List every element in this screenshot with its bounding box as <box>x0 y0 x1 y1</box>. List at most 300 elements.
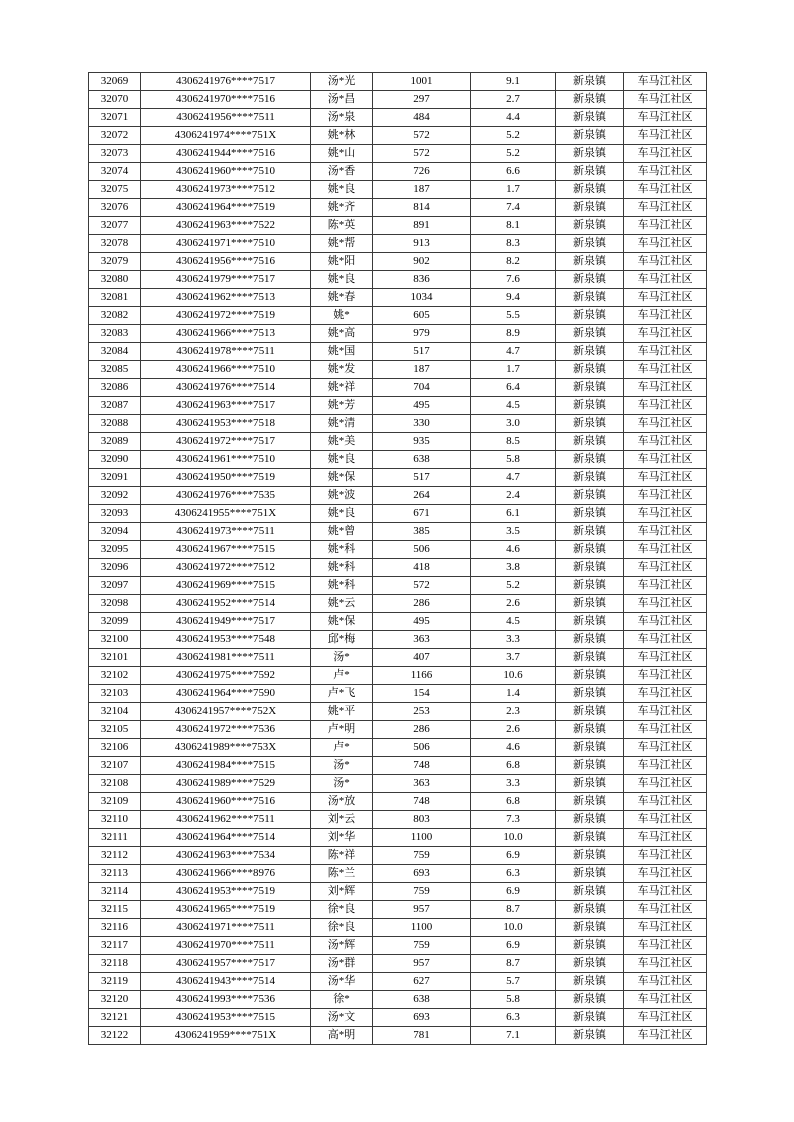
table-row <box>89 721 707 739</box>
table-cell-amount: 572 <box>373 145 471 163</box>
table-cell-name: 汤*光 <box>311 73 373 91</box>
table-cell-town: 新泉镇 <box>556 901 624 919</box>
table-cell-community: 车马江社区 <box>624 901 707 919</box>
table-row <box>89 613 707 631</box>
table-cell-amount: 1100 <box>373 829 471 847</box>
table-cell-rate: 8.1 <box>471 217 556 235</box>
table-cell-index: 32110 <box>89 811 141 829</box>
table-cell-rate: 8.3 <box>471 235 556 253</box>
table-cell-index: 32086 <box>89 379 141 397</box>
table-row <box>89 307 707 325</box>
table-cell-rate: 9.1 <box>471 73 556 91</box>
table-cell-name: 姚*祥 <box>311 379 373 397</box>
table-cell-name: 汤*辉 <box>311 937 373 955</box>
table-row <box>89 649 707 667</box>
table-cell-rate: 1.4 <box>471 685 556 703</box>
table-cell-name: 汤*文 <box>311 1009 373 1027</box>
table-cell-name: 汤* <box>311 775 373 793</box>
table-cell-town: 新泉镇 <box>556 991 624 1009</box>
table-row <box>89 541 707 559</box>
table-cell-index: 32073 <box>89 145 141 163</box>
table-cell-index: 32085 <box>89 361 141 379</box>
table-cell-name: 陈*兰 <box>311 865 373 883</box>
table-cell-id_number: 4306241974****751X <box>141 127 311 145</box>
table-cell-index: 32104 <box>89 703 141 721</box>
table-cell-town: 新泉镇 <box>556 685 624 703</box>
table-cell-community: 车马江社区 <box>624 1009 707 1027</box>
table-cell-id_number: 4306241966****7510 <box>141 361 311 379</box>
table-cell-community: 车马江社区 <box>624 361 707 379</box>
table-row <box>89 757 707 775</box>
table-cell-rate: 4.7 <box>471 469 556 487</box>
table-cell-amount: 693 <box>373 865 471 883</box>
table-cell-name: 姚*阳 <box>311 253 373 271</box>
table-cell-name: 汤*香 <box>311 163 373 181</box>
table-cell-amount: 913 <box>373 235 471 253</box>
table-cell-amount: 363 <box>373 775 471 793</box>
table-cell-index: 32099 <box>89 613 141 631</box>
table-cell-id_number: 4306241966****7513 <box>141 325 311 343</box>
table-cell-amount: 759 <box>373 937 471 955</box>
table-cell-rate: 10.0 <box>471 829 556 847</box>
table-cell-name: 刘*云 <box>311 811 373 829</box>
table-cell-town: 新泉镇 <box>556 307 624 325</box>
table-cell-name: 姚*科 <box>311 541 373 559</box>
table-cell-town: 新泉镇 <box>556 487 624 505</box>
table-cell-id_number: 4306241950****7519 <box>141 469 311 487</box>
table-cell-index: 32115 <box>89 901 141 919</box>
table-cell-name: 姚*帮 <box>311 235 373 253</box>
table-cell-name: 姚*良 <box>311 181 373 199</box>
table-row <box>89 955 707 973</box>
table-cell-rate: 4.4 <box>471 109 556 127</box>
table-cell-community: 车马江社区 <box>624 505 707 523</box>
table-cell-id_number: 4306241963****7534 <box>141 847 311 865</box>
table-cell-id_number: 4306241964****7514 <box>141 829 311 847</box>
table-cell-community: 车马江社区 <box>624 415 707 433</box>
table-cell-id_number: 4306241953****7548 <box>141 631 311 649</box>
table-cell-town: 新泉镇 <box>556 415 624 433</box>
table-cell-town: 新泉镇 <box>556 73 624 91</box>
table-cell-name: 徐*良 <box>311 919 373 937</box>
table-cell-name: 姚*云 <box>311 595 373 613</box>
table-cell-name: 汤*昌 <box>311 91 373 109</box>
table-cell-town: 新泉镇 <box>556 433 624 451</box>
table-row <box>89 775 707 793</box>
table-cell-rate: 6.9 <box>471 883 556 901</box>
table-cell-rate: 4.5 <box>471 397 556 415</box>
table-cell-index: 32105 <box>89 721 141 739</box>
table-cell-rate: 2.4 <box>471 487 556 505</box>
table-cell-community: 车马江社区 <box>624 919 707 937</box>
table-cell-rate: 6.4 <box>471 379 556 397</box>
table-cell-rate: 8.2 <box>471 253 556 271</box>
table-cell-town: 新泉镇 <box>556 631 624 649</box>
table-row <box>89 865 707 883</box>
table-cell-rate: 1.7 <box>471 361 556 379</box>
table-cell-id_number: 4306241993****7536 <box>141 991 311 1009</box>
table-cell-amount: 484 <box>373 109 471 127</box>
table-cell-town: 新泉镇 <box>556 739 624 757</box>
table-cell-name: 卢* <box>311 739 373 757</box>
table-cell-name: 刘*华 <box>311 829 373 847</box>
table-cell-amount: 154 <box>373 685 471 703</box>
table-cell-community: 车马江社区 <box>624 955 707 973</box>
table-cell-community: 车马江社区 <box>624 235 707 253</box>
table-cell-rate: 10.0 <box>471 919 556 937</box>
table-row <box>89 181 707 199</box>
table-cell-community: 车马江社区 <box>624 739 707 757</box>
table-cell-community: 车马江社区 <box>624 883 707 901</box>
table-cell-rate: 4.7 <box>471 343 556 361</box>
table-cell-rate: 3.7 <box>471 649 556 667</box>
table-row <box>89 919 707 937</box>
table-cell-town: 新泉镇 <box>556 541 624 559</box>
table-row <box>89 127 707 145</box>
table-cell-rate: 4.5 <box>471 613 556 631</box>
table-row <box>89 739 707 757</box>
table-cell-community: 车马江社区 <box>624 109 707 127</box>
table-cell-amount: 902 <box>373 253 471 271</box>
table-cell-id_number: 4306241979****7517 <box>141 271 311 289</box>
table-cell-index: 32100 <box>89 631 141 649</box>
table-cell-community: 车马江社区 <box>624 757 707 775</box>
table-cell-amount: 572 <box>373 127 471 145</box>
table-cell-community: 车马江社区 <box>624 487 707 505</box>
table-cell-amount: 363 <box>373 631 471 649</box>
table-cell-index: 32106 <box>89 739 141 757</box>
table-cell-community: 车马江社区 <box>624 451 707 469</box>
table-cell-rate: 10.6 <box>471 667 556 685</box>
table-cell-index: 32075 <box>89 181 141 199</box>
table-cell-index: 32088 <box>89 415 141 433</box>
table-cell-name: 姚*高 <box>311 325 373 343</box>
table-cell-name: 姚*平 <box>311 703 373 721</box>
table-cell-rate: 8.9 <box>471 325 556 343</box>
table-cell-rate: 5.8 <box>471 991 556 1009</box>
table-row <box>89 145 707 163</box>
table-row <box>89 667 707 685</box>
table-cell-rate: 6.8 <box>471 757 556 775</box>
table-row <box>89 577 707 595</box>
table-cell-community: 车马江社区 <box>624 73 707 91</box>
table-cell-id_number: 4306241957****7517 <box>141 955 311 973</box>
table-cell-index: 32103 <box>89 685 141 703</box>
table-cell-id_number: 4306241952****7514 <box>141 595 311 613</box>
table-cell-name: 汤*泉 <box>311 109 373 127</box>
table-cell-index: 32093 <box>89 505 141 523</box>
table-row <box>89 685 707 703</box>
table-cell-name: 汤* <box>311 757 373 775</box>
table-cell-town: 新泉镇 <box>556 847 624 865</box>
table-row <box>89 1009 707 1027</box>
table-cell-community: 车马江社区 <box>624 613 707 631</box>
table-row <box>89 361 707 379</box>
table-row <box>89 847 707 865</box>
table-cell-id_number: 4306241956****7516 <box>141 253 311 271</box>
table-row <box>89 235 707 253</box>
table-cell-amount: 286 <box>373 721 471 739</box>
table-cell-community: 车马江社区 <box>624 631 707 649</box>
table-row <box>89 415 707 433</box>
table-cell-name: 姚*良 <box>311 451 373 469</box>
table-cell-town: 新泉镇 <box>556 811 624 829</box>
table-cell-amount: 704 <box>373 379 471 397</box>
table-cell-amount: 297 <box>373 91 471 109</box>
table-cell-id_number: 4306241965****7519 <box>141 901 311 919</box>
table-cell-id_number: 4306241960****7510 <box>141 163 311 181</box>
table-cell-rate: 9.4 <box>471 289 556 307</box>
table-cell-id_number: 4306241989****7529 <box>141 775 311 793</box>
table-cell-name: 姚*林 <box>311 127 373 145</box>
table-cell-amount: 803 <box>373 811 471 829</box>
table-cell-rate: 2.7 <box>471 91 556 109</box>
table-cell-id_number: 4306241973****7512 <box>141 181 311 199</box>
table-cell-rate: 3.3 <box>471 775 556 793</box>
table-row <box>89 253 707 271</box>
table-cell-name: 姚*科 <box>311 577 373 595</box>
table-cell-id_number: 4306241964****7519 <box>141 199 311 217</box>
table-cell-id_number: 4306241972****7536 <box>141 721 311 739</box>
table-cell-name: 卢*飞 <box>311 685 373 703</box>
table-cell-amount: 517 <box>373 469 471 487</box>
table-body <box>89 73 707 1045</box>
table-cell-community: 车马江社区 <box>624 667 707 685</box>
table-row <box>89 271 707 289</box>
table-cell-index: 32096 <box>89 559 141 577</box>
table-cell-name: 姚*科 <box>311 559 373 577</box>
table-cell-name: 汤* <box>311 649 373 667</box>
table-cell-town: 新泉镇 <box>556 235 624 253</box>
table-row <box>89 883 707 901</box>
table-cell-town: 新泉镇 <box>556 955 624 973</box>
table-cell-town: 新泉镇 <box>556 667 624 685</box>
table-cell-index: 32097 <box>89 577 141 595</box>
table-cell-community: 车马江社区 <box>624 829 707 847</box>
table-cell-town: 新泉镇 <box>556 883 624 901</box>
table-row <box>89 523 707 541</box>
table-cell-rate: 5.2 <box>471 577 556 595</box>
table-cell-index: 32074 <box>89 163 141 181</box>
table-row <box>89 433 707 451</box>
table-cell-town: 新泉镇 <box>556 289 624 307</box>
table-cell-community: 车马江社区 <box>624 307 707 325</box>
table-cell-id_number: 4306241971****7511 <box>141 919 311 937</box>
table-cell-rate: 6.6 <box>471 163 556 181</box>
table-cell-amount: 979 <box>373 325 471 343</box>
table-cell-amount: 330 <box>373 415 471 433</box>
table-cell-town: 新泉镇 <box>556 505 624 523</box>
table-cell-id_number: 4306241953****7519 <box>141 883 311 901</box>
table-cell-index: 32111 <box>89 829 141 847</box>
table-cell-community: 车马江社区 <box>624 343 707 361</box>
table-row <box>89 217 707 235</box>
table-cell-town: 新泉镇 <box>556 595 624 613</box>
table-cell-id_number: 4306241962****7511 <box>141 811 311 829</box>
table-row <box>89 703 707 721</box>
table-cell-name: 姚*齐 <box>311 199 373 217</box>
table-cell-index: 32082 <box>89 307 141 325</box>
table-cell-index: 32109 <box>89 793 141 811</box>
table-cell-index: 32114 <box>89 883 141 901</box>
table-cell-community: 车马江社区 <box>624 865 707 883</box>
table-cell-index: 32120 <box>89 991 141 1009</box>
table-cell-town: 新泉镇 <box>556 829 624 847</box>
table-cell-town: 新泉镇 <box>556 757 624 775</box>
table-cell-town: 新泉镇 <box>556 937 624 955</box>
table-cell-rate: 8.7 <box>471 901 556 919</box>
table-cell-rate: 7.4 <box>471 199 556 217</box>
table-cell-town: 新泉镇 <box>556 865 624 883</box>
table-cell-rate: 6.3 <box>471 865 556 883</box>
table-cell-community: 车马江社区 <box>624 469 707 487</box>
table-row <box>89 829 707 847</box>
table-cell-amount: 759 <box>373 883 471 901</box>
table-row <box>89 1027 707 1045</box>
table-cell-id_number: 4306241949****7517 <box>141 613 311 631</box>
table-cell-community: 车马江社区 <box>624 793 707 811</box>
table-cell-index: 32078 <box>89 235 141 253</box>
table-cell-id_number: 4306241961****7510 <box>141 451 311 469</box>
table-cell-index: 32084 <box>89 343 141 361</box>
table-cell-town: 新泉镇 <box>556 649 624 667</box>
table-cell-id_number: 4306241953****7518 <box>141 415 311 433</box>
table-cell-index: 32122 <box>89 1027 141 1045</box>
table-cell-rate: 2.6 <box>471 721 556 739</box>
table-cell-index: 32101 <box>89 649 141 667</box>
table-cell-amount: 385 <box>373 523 471 541</box>
table-cell-community: 车马江社区 <box>624 649 707 667</box>
table-cell-name: 姚*美 <box>311 433 373 451</box>
table-cell-index: 32071 <box>89 109 141 127</box>
table-cell-town: 新泉镇 <box>556 253 624 271</box>
table-cell-id_number: 4306241970****7511 <box>141 937 311 955</box>
table-cell-amount: 1166 <box>373 667 471 685</box>
table-cell-community: 车马江社区 <box>624 541 707 559</box>
table-cell-index: 32116 <box>89 919 141 937</box>
table-cell-amount: 1100 <box>373 919 471 937</box>
table-cell-index: 32090 <box>89 451 141 469</box>
table-cell-rate: 7.6 <box>471 271 556 289</box>
table-cell-town: 新泉镇 <box>556 199 624 217</box>
table-cell-amount: 1001 <box>373 73 471 91</box>
table-row <box>89 487 707 505</box>
table-cell-index: 32107 <box>89 757 141 775</box>
table-cell-index: 32098 <box>89 595 141 613</box>
table-cell-town: 新泉镇 <box>556 163 624 181</box>
table-cell-amount: 264 <box>373 487 471 505</box>
table-cell-town: 新泉镇 <box>556 523 624 541</box>
table-cell-id_number: 4306241963****7517 <box>141 397 311 415</box>
table-cell-id_number: 4306241970****7516 <box>141 91 311 109</box>
table-cell-town: 新泉镇 <box>556 181 624 199</box>
table-cell-id_number: 4306241976****7514 <box>141 379 311 397</box>
table-cell-amount: 506 <box>373 739 471 757</box>
table-cell-id_number: 4306241960****7516 <box>141 793 311 811</box>
table-row <box>89 991 707 1009</box>
table-cell-amount: 759 <box>373 847 471 865</box>
table-cell-community: 车马江社区 <box>624 703 707 721</box>
table-cell-community: 车马江社区 <box>624 163 707 181</box>
table-cell-community: 车马江社区 <box>624 1027 707 1045</box>
table-cell-amount: 638 <box>373 451 471 469</box>
table-cell-town: 新泉镇 <box>556 361 624 379</box>
table-cell-community: 车马江社区 <box>624 847 707 865</box>
table-cell-name: 卢*明 <box>311 721 373 739</box>
table-cell-index: 32079 <box>89 253 141 271</box>
table-cell-community: 车马江社区 <box>624 91 707 109</box>
table-cell-index: 32121 <box>89 1009 141 1027</box>
table-row <box>89 91 707 109</box>
table-cell-name: 姚*山 <box>311 145 373 163</box>
table-row <box>89 811 707 829</box>
table-cell-index: 32118 <box>89 955 141 973</box>
table-cell-name: 姚*良 <box>311 505 373 523</box>
table-cell-town: 新泉镇 <box>556 145 624 163</box>
table-cell-town: 新泉镇 <box>556 613 624 631</box>
table-cell-id_number: 4306241989****753X <box>141 739 311 757</box>
table-cell-index: 32119 <box>89 973 141 991</box>
table-cell-amount: 1034 <box>373 289 471 307</box>
table-cell-name: 姚*国 <box>311 343 373 361</box>
table-cell-id_number: 4306241957****752X <box>141 703 311 721</box>
table-cell-community: 车马江社区 <box>624 811 707 829</box>
table-cell-town: 新泉镇 <box>556 469 624 487</box>
table-cell-id_number: 4306241963****7522 <box>141 217 311 235</box>
table-cell-rate: 4.6 <box>471 739 556 757</box>
table-row <box>89 469 707 487</box>
table-cell-name: 姚*良 <box>311 271 373 289</box>
table-cell-id_number: 4306241955****751X <box>141 505 311 523</box>
table-cell-town: 新泉镇 <box>556 325 624 343</box>
table-cell-rate: 2.3 <box>471 703 556 721</box>
table-cell-amount: 495 <box>373 613 471 631</box>
table-cell-index: 32102 <box>89 667 141 685</box>
table-cell-index: 32112 <box>89 847 141 865</box>
table-cell-amount: 627 <box>373 973 471 991</box>
table-cell-index: 32108 <box>89 775 141 793</box>
table-cell-name: 姚*波 <box>311 487 373 505</box>
table-cell-rate: 5.2 <box>471 145 556 163</box>
table-cell-name: 陈*祥 <box>311 847 373 865</box>
beneficiary-table <box>88 72 707 1045</box>
table-cell-rate: 3.5 <box>471 523 556 541</box>
table-cell-amount: 748 <box>373 757 471 775</box>
table-cell-name: 姚*保 <box>311 613 373 631</box>
table-cell-amount: 693 <box>373 1009 471 1027</box>
table-cell-rate: 5.8 <box>471 451 556 469</box>
table-cell-amount: 781 <box>373 1027 471 1045</box>
table-cell-index: 32113 <box>89 865 141 883</box>
table-cell-amount: 814 <box>373 199 471 217</box>
table-cell-town: 新泉镇 <box>556 919 624 937</box>
table-cell-town: 新泉镇 <box>556 703 624 721</box>
table-cell-town: 新泉镇 <box>556 397 624 415</box>
table-cell-id_number: 4306241981****7511 <box>141 649 311 667</box>
table-cell-community: 车马江社区 <box>624 181 707 199</box>
table-cell-name: 徐*良 <box>311 901 373 919</box>
table-cell-index: 32076 <box>89 199 141 217</box>
table-cell-amount: 572 <box>373 577 471 595</box>
table-cell-town: 新泉镇 <box>556 109 624 127</box>
table-cell-amount: 286 <box>373 595 471 613</box>
table-cell-name: 姚*芳 <box>311 397 373 415</box>
table-row <box>89 343 707 361</box>
table-row <box>89 397 707 415</box>
table-cell-rate: 3.0 <box>471 415 556 433</box>
table-cell-index: 32117 <box>89 937 141 955</box>
table-cell-community: 车马江社区 <box>624 577 707 595</box>
